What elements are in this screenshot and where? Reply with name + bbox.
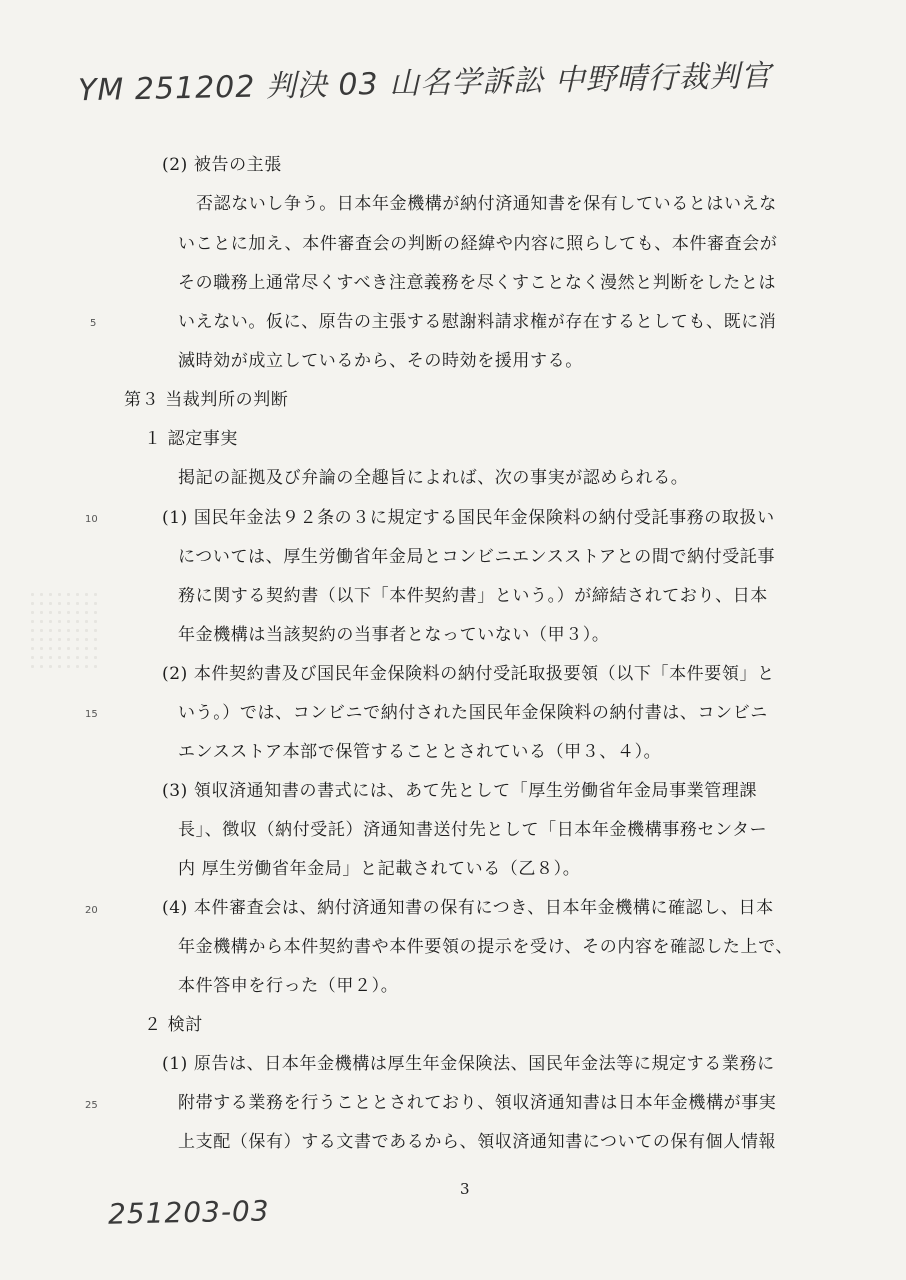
page-number: 3	[460, 1180, 470, 1198]
body-text-line: 上支配（保有）する文書であるから、領収済通知書についての保有個人情報	[178, 1132, 777, 1152]
body-text-line: (3) 領収済通知書の書式には、あて先として「厚生労働省年金局事業管理課	[162, 781, 758, 801]
section-heading-review: ２ 検討	[144, 1015, 203, 1035]
body-text-line: 否認ないし争う。日本年金機構が納付済通知書を保有しているとはいえな	[196, 194, 777, 214]
handwritten-footer-note: 251203-03	[107, 1194, 270, 1231]
body-text-line: (1) 国民年金法９２条の３に規定する国民年金保険料の納付受託事務の取扱い	[162, 508, 775, 528]
body-text-line: 附帯する業務を行うこととされており、領収済通知書は日本年金機構が事実	[178, 1093, 777, 1113]
line-number-10: 10	[85, 514, 98, 525]
line-number-20: 20	[85, 905, 98, 916]
body-text-line: (2) 本件契約書及び国民年金保険料の納付受託取扱要領（以下「本件要領」と	[162, 664, 775, 684]
body-text-line: いことに加え、本件審査会の判断の経緯や内容に照らしても、本件審査会が	[178, 234, 778, 254]
body-text-line: 年金機構から本件契約書や本件要領の提示を受け、その内容を確認した上で、	[178, 937, 793, 957]
handwritten-header-note: YM 251202 判決 03 山名学訴訟 中野晴行裁判官	[77, 58, 772, 109]
body-text-line: 内 厚生労働省年金局」と記載されている（乙８）。	[178, 859, 581, 879]
body-text-line: 滅時効が成立しているから、その時効を援用する。	[178, 351, 583, 371]
body-text-line: いえない。仮に、原告の主張する慰謝料請求権が存在するとしても、既に消	[178, 312, 777, 332]
body-text-line: 年金機構は当該契約の当事者となっていない（甲３）。	[178, 625, 610, 645]
body-text-line: 長」、徴収（納付受託）済通知書送付先として「日本年金機構事務センター	[178, 820, 768, 840]
body-text-line: 掲記の証拠及び弁論の全趣旨によれば、次の事実が認められる。	[178, 468, 689, 488]
body-text-line: 本件答申を行った（甲２）。	[178, 976, 399, 996]
section-heading-court-judgment: 第３ 当裁判所の判断	[124, 390, 289, 410]
line-number-25: 25	[85, 1100, 98, 1111]
section-heading-findings: １ 認定事実	[144, 429, 239, 449]
body-text-line: 務に関する契約書（以下「本件契約書」という。）が締結されており、日本	[178, 586, 768, 606]
line-number-5: 5	[90, 318, 97, 329]
body-text-line: エンスストア本部で保管することとされている（甲３、４）。	[178, 742, 662, 762]
body-text-line: その職務上通常尽くすべき注意義務を尽くすことなく漫然と判断をしたとは	[178, 273, 777, 293]
body-text-line: (1) 原告は、日本年金機構は厚生年金保険法、国民年金法等に規定する業務に	[162, 1054, 775, 1074]
body-text-line: いう。）では、コンビニで納付された国民年金保険料の納付書は、コンビニ	[178, 703, 768, 723]
body-text-line: については、厚生労働省年金局とコンビニエンスストアとの間で納付受託事	[178, 547, 776, 567]
section-heading-defendant-claim: (2) 被告の主張	[162, 155, 282, 175]
paper-texture-dots	[28, 590, 100, 674]
line-number-15: 15	[85, 709, 98, 720]
body-text-line: (4) 本件審査会は、納付済通知書の保有につき、日本年金機構に確認し、日本	[162, 898, 774, 918]
